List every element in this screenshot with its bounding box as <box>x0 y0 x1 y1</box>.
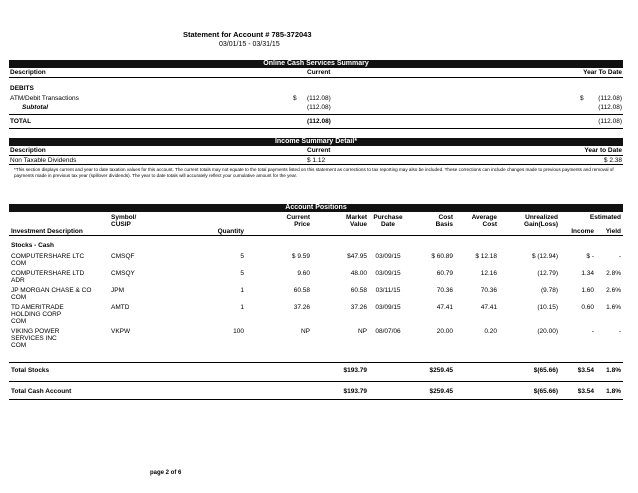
cell-avg: 0.20 <box>484 328 497 335</box>
total-stocks-row <box>9 363 623 375</box>
cash-col-current: Current <box>307 69 331 76</box>
cell-income: 1.34 <box>581 270 594 277</box>
table-row <box>9 270 623 287</box>
total-cash-row <box>9 381 623 395</box>
cell-sym: JPM <box>111 287 124 294</box>
total-cash-value: $193.79 <box>343 387 367 395</box>
cell-price: 37.26 <box>293 304 310 311</box>
positions-table <box>9 214 623 400</box>
cell-basis: 20.00 <box>436 328 453 335</box>
non-taxable-dividends-label: Non Taxable Dividends <box>10 157 77 164</box>
cell-price: $ 9.59 <box>291 253 310 260</box>
cell-basis: 70.36 <box>436 287 453 294</box>
cell-qty: 1 <box>240 287 244 294</box>
cell-gain: (10.15) <box>537 304 558 311</box>
cell-yield: 2.8% <box>606 270 621 277</box>
table-row <box>9 304 623 328</box>
cell-pdate: 03/11/15 <box>375 287 401 294</box>
statement-title: Statement for Account # 785-372043 <box>183 30 312 39</box>
cell-qty: 5 <box>240 253 244 260</box>
income-footnote: *This section displays current and year to date taxation values for this account. The current totals may not equate to the total payments listed on this statement as corrections to tax reporting may also be included. These corrections can include changes made to previous payments and removal of payments made in previous tax year (spillover dividends). The year to date totals will accurately reflect your cumulative amount for the year. <box>14 167 614 178</box>
atm-debit-label: ATM/Debit Transactions <box>10 95 79 102</box>
cell-avg: 70.36 <box>480 287 497 294</box>
atm-ytd-symbol: $ <box>580 95 584 102</box>
total-stocks-label: Total Stocks <box>11 367 50 374</box>
section-stocks-cash: Stocks - Cash <box>11 242 54 249</box>
total-cur: (112.08) <box>307 118 331 125</box>
table-row <box>9 328 623 352</box>
income-col-current: Current <box>307 147 331 154</box>
total-cash-label: Total Cash Account <box>11 387 72 395</box>
cell-avg: 47.41 <box>480 304 497 311</box>
divider <box>9 128 623 129</box>
header-quantity: Quantity <box>217 228 244 235</box>
cell-sym: CMSQF <box>111 253 135 260</box>
income-summary-title: Income Summary Detail* <box>9 138 623 146</box>
debits-heading: DEBITS <box>10 85 34 92</box>
cell-price: 9.60 <box>297 270 310 277</box>
statement-period: 03/01/15 - 03/31/15 <box>219 41 280 48</box>
cash-col-ytd: Year To Date <box>583 69 622 76</box>
cash-summary-title: Online Cash Services Summary <box>9 60 623 68</box>
divider <box>9 77 623 78</box>
header-basis: Cost Basis <box>435 214 453 228</box>
cell-value: 60.58 <box>350 287 367 294</box>
cell-sym: VKPW <box>111 328 131 335</box>
subtotal-ytd: (112.08) <box>598 104 622 111</box>
header-purchase-date: Purchase Date <box>373 214 403 228</box>
total-stocks-yield: 1.8% <box>606 367 621 374</box>
atm-ytd-value: (112.08) <box>598 95 622 102</box>
atm-cur-value: (112.08) <box>307 95 331 102</box>
cell-pdate: 03/09/15 <box>375 253 401 260</box>
subtotal-cur: (112.08) <box>307 104 331 111</box>
cell-basis: $ 60.89 <box>431 253 453 260</box>
subtotal-label: Subtotal <box>22 104 48 111</box>
cell-pdate: 03/09/15 <box>375 304 401 311</box>
header-avg: Average Cost <box>471 214 497 228</box>
cell-income: - <box>591 328 594 335</box>
header-yield: Yield <box>605 228 621 235</box>
total-label: TOTAL <box>10 118 32 125</box>
header-income: Income <box>571 228 594 235</box>
cell-basis: 60.79 <box>436 270 453 277</box>
cell-value: $47.95 <box>347 253 367 260</box>
table-row <box>9 287 623 304</box>
cell-gain: $ (12.94) <box>531 253 558 260</box>
cell-desc: TD AMERITRADE HOLDING CORP COM <box>11 304 64 325</box>
cell-yield: - <box>618 253 621 260</box>
divider <box>9 155 623 156</box>
atm-cur-symbol: $ <box>293 95 297 102</box>
cell-value: NP <box>357 328 367 335</box>
cell-value: 37.26 <box>350 304 367 311</box>
income-col-ytd: Year to Date <box>584 147 622 154</box>
cell-desc: COMPUTERSHARE LTC COM <box>11 253 85 267</box>
cell-gain: (20.00) <box>537 328 558 335</box>
cell-value: 48.00 <box>350 270 367 277</box>
cell-desc: COMPUTERSHARE LTD ADR <box>11 270 85 284</box>
cell-qty: 1 <box>240 304 244 311</box>
header-gain: Unrealized Gain(Loss) <box>524 214 558 228</box>
cell-avg: 12.16 <box>480 270 497 277</box>
divider <box>9 164 623 165</box>
header-symbol: Symbol/ CUSIP <box>111 214 137 228</box>
cell-income: $ - <box>586 253 594 260</box>
total-stocks-income: $3.54 <box>577 367 594 374</box>
header-estimated: Estimated <box>589 214 621 221</box>
total-cash-yield: 1.8% <box>606 387 621 395</box>
income-col-description: Description <box>10 147 46 154</box>
total-cash-basis: $259.45 <box>429 387 453 395</box>
positions-title: Account Positions <box>9 204 623 212</box>
total-stocks-basis: $259.45 <box>429 367 453 374</box>
cell-sym: CMSQY <box>111 270 135 277</box>
header-price: Current Price <box>286 214 310 228</box>
table-row <box>9 253 623 270</box>
cell-qty: 5 <box>240 270 244 277</box>
dividends-current: $ 1.12 <box>307 157 326 164</box>
header-value: Market Value <box>346 214 367 228</box>
dividends-ytd: $ 2.38 <box>603 157 622 164</box>
total-cash-income: $3.54 <box>577 387 594 395</box>
total-cash-gain: $(65.66) <box>533 387 558 395</box>
cell-price: 60.58 <box>293 287 310 294</box>
divider <box>9 114 623 115</box>
cell-desc: VIKING POWER SERVICES INC COM <box>11 328 60 349</box>
header-description: Investment Description <box>11 228 83 235</box>
page-number: page 2 of 6 <box>150 470 182 476</box>
cash-col-description: Description <box>10 69 46 76</box>
cell-avg: $ 12.18 <box>475 253 497 260</box>
cell-yield: 2.6% <box>606 287 621 294</box>
cell-pdate: 03/09/15 <box>375 270 401 277</box>
cell-income: 0.60 <box>581 304 594 311</box>
cell-income: 1.60 <box>581 287 594 294</box>
cell-desc: JP MORGAN CHASE & CO COM <box>11 287 92 301</box>
cell-gain: (12.79) <box>537 270 558 277</box>
cell-qty: 100 <box>233 328 244 335</box>
total-stocks-gain: $(65.66) <box>533 367 558 374</box>
cell-gain: (9.78) <box>541 287 558 294</box>
cell-sym: AMTD <box>111 304 130 311</box>
cell-yield: - <box>618 328 621 335</box>
cell-yield: 1.6% <box>606 304 621 311</box>
cell-price: NP <box>300 328 310 335</box>
cell-pdate: 08/07/06 <box>375 328 401 335</box>
total-stocks-value: $193.79 <box>343 367 367 374</box>
cell-basis: 47.41 <box>436 304 453 311</box>
total-ytd: (112.08) <box>598 118 622 125</box>
